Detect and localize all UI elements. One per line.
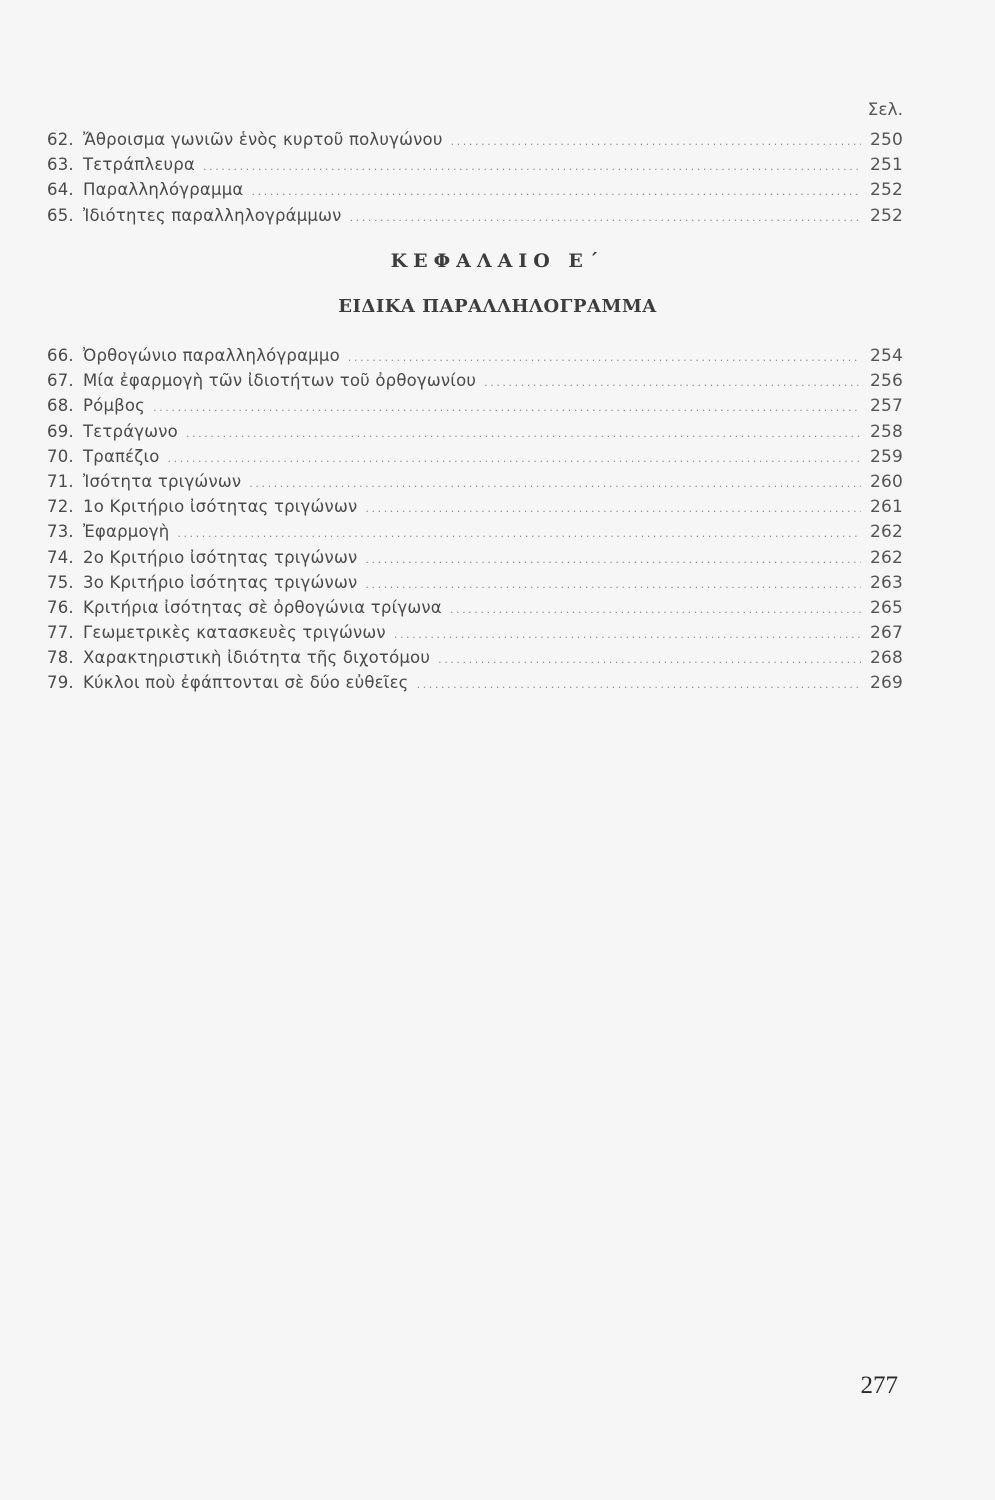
entry-title: Ἐφαρμογὴ [83,522,170,542]
entry-number: 78. [47,648,74,668]
toc-entry [47,645,903,670]
entry-title: Ἰσότητα τριγώνων [83,471,242,491]
toc-list-bottom [47,343,903,696]
dot-leader [350,205,861,230]
entry-page: 257 [869,396,903,417]
entry-page: 259 [869,446,903,467]
entry-page: 268 [869,648,903,669]
toc-entry [47,444,903,469]
dot-leader [438,647,861,672]
entry-page: 261 [869,497,903,518]
dot-leader [417,672,861,697]
entry-title: Γεωμετρικὲς κατασκευὲς τριγώνων [83,623,386,643]
entry-title: Χαρακτηριστικὴ ἰδιότητα τῆς διχοτόμου [83,648,431,668]
dot-leader [394,622,861,647]
entry-page: 260 [869,471,903,492]
entry-page: 262 [869,547,903,568]
entry-number: 74. [47,547,74,567]
entry-page: 256 [869,371,903,392]
entry-number: 73. [47,522,74,542]
entry-number: 76. [47,597,74,617]
dot-leader [186,421,861,446]
dot-leader [450,597,861,622]
dot-leader [249,471,861,496]
entry-page: 265 [869,597,903,618]
toc-entry [47,519,903,544]
entry-title: Ἄθροισμα γωνιῶν ἑνὸς κυρτοῦ πολυγώνου [83,130,443,149]
entry-number: 77. [47,623,74,643]
dot-leader [177,521,861,546]
entry-title: 1ο Κριτήριο ἰσότητας τριγώνων [83,497,358,517]
toc-entry [47,368,903,393]
entry-title: Ρόμβος [83,396,146,416]
entry-number: 72. [47,497,74,517]
page-column-header: Σελ. [867,100,903,120]
dot-leader [153,395,861,420]
entry-title: Τετράπλευρα [83,155,195,175]
entry-page: 258 [869,421,903,442]
entry-title: 3ο Κριτήριο ἰσότητας τριγώνων [83,572,358,592]
section-heading: ΕΙΔΙΚΑ ΠΑΡΑΛΛΗΛΟΓΡΑΜΜΑ [338,296,657,317]
entry-number: 79. [47,673,74,693]
entry-title: Τετράγωνο [83,421,178,441]
toc-entry [47,152,903,177]
entry-page: 252 [869,205,903,226]
dot-leader [484,370,861,395]
dot-leader [348,345,861,370]
entry-page: 250 [869,130,903,150]
toc-entry [47,177,903,202]
entry-number: 68. [47,396,74,416]
toc-entry [47,570,903,595]
entry-title: Παραλληλόγραμμα [83,180,244,200]
toc-entry [47,620,903,645]
entry-number: 75. [47,572,74,592]
toc-list-top [47,127,903,228]
toc-entry [47,494,903,519]
dot-leader [365,572,861,597]
entry-page: 267 [869,623,903,644]
dot-leader [365,496,861,521]
toc-entry [47,343,903,368]
entry-title: Τραπέζιο [83,446,160,466]
toc-entry [47,595,903,620]
toc-entry [47,203,903,228]
toc-entry [47,469,903,494]
entry-title: 2ο Κριτήριο ἰσότητας τριγώνων [83,547,358,567]
dot-leader [203,154,861,179]
dot-leader [168,446,861,471]
entry-page: 262 [869,522,903,543]
entry-number: 70. [47,446,74,466]
entry-number: 62. [47,130,74,149]
entry-number: 66. [47,346,74,365]
entry-title: Ἰδιότητες παραλληλογράμμων [83,205,342,225]
entry-number: 69. [47,421,74,441]
dot-leader [451,129,861,154]
toc-entry [47,545,903,570]
entry-title: Ὀρθογώνιο παραλληλόγραμμο [83,346,340,365]
entry-number: 64. [47,180,74,200]
toc-entry [47,127,903,152]
entry-title: Μία ἐφαρμογὴ τῶν ἰδιοτήτων τοῦ ὀρθογωνίου [83,371,477,391]
entry-number: 63. [47,155,74,175]
entry-title: Κριτήρια ἰσότητας σὲ ὀρθογώνια τρίγωνα [83,597,442,617]
dot-leader [365,547,861,572]
page-number: 277 [860,1372,898,1399]
entry-page: 263 [869,572,903,593]
entry-page: 252 [869,180,903,201]
dot-leader [251,179,861,204]
entry-number: 67. [47,371,74,391]
entry-number: 71. [47,471,74,491]
entry-page: 269 [869,673,903,694]
entry-title: Κύκλοι ποὺ ἐφάπτονται σὲ δύο εὐθεῖες [83,673,409,693]
chapter-heading: ΚΕΦΑΛΑΙΟ Ε΄ [390,250,605,272]
entry-page: 251 [869,155,903,176]
toc-entry [47,670,903,695]
toc-entry [47,393,903,418]
entry-number: 65. [47,205,74,225]
entry-page: 254 [869,346,903,366]
toc-entry [47,419,903,444]
